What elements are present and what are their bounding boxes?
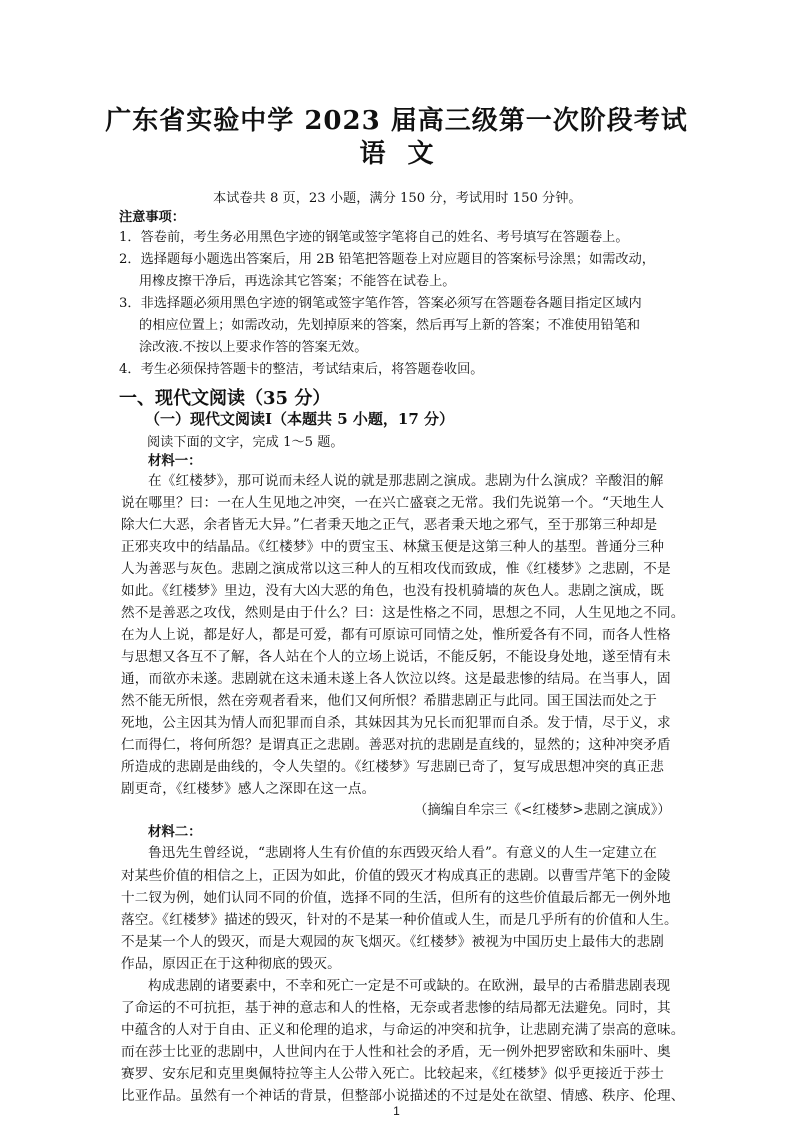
paragraph-line: 在《红楼梦》，那可说而未经人说的就是那悲剧之演成。悲剧为什么演成？辛酸泪的解 [148, 473, 664, 489]
paragraph-line: 十二钗为例，她们认同不同的价值，选择不同的生活，但所有的这些价值最后都无一例外地 [121, 890, 671, 906]
paragraph-line: 说在哪里？曰：一在人生见地之冲突，一在兴亡盛衰之无常。我们先说第一个。“天地生人 [121, 495, 665, 511]
section-heading: 一、现代文阅读（35 分） [119, 388, 331, 409]
paragraph-line: 如此。《红楼梦》里边，没有大凶大恶的角色，也没有投机骑墙的灰色人。悲剧之演成，既 [121, 583, 664, 599]
paragraph-line: 作品，原因正在于这种彻底的毁灭。 [121, 956, 341, 972]
paragraph-line: 中蕴含的人对于自由、正义和伦理的追求，与命运的冲突和抗争，让悲剧充满了崇高的意味。 [121, 1022, 685, 1038]
paragraph-line: 而在莎士比亚的悲剧中，人世间内在于人性和社会的矛盾，无一例外把罗密欧和朱丽叶、奥 [121, 1044, 671, 1060]
paragraph-line: 赛罗、安东尼和克里奥佩特拉等主人公带入死亡。比较起来，《红楼梦》似乎更接近于莎士 [121, 1066, 664, 1082]
exam-info: 本试卷共 8 页，23 小题，满分 150 分，考试用时 150 分钟。 [213, 191, 582, 206]
paragraph-line: 在为人上说，都是好人，都是可爱，都有可原谅可同情之处，惟所爱各有不同，而各人性格 [121, 627, 671, 643]
paragraph-line: 了命运的不可抗拒，基于神的意志和人的性格，无奈或者悲惨的结局都无法避免。同时，其 [121, 1000, 671, 1016]
subsection-heading: （一）现代文阅读Ⅰ（本题共 5 小题，17 分） [145, 410, 454, 428]
notes-heading: 注意事项： [119, 210, 185, 225]
subject-title: 语文 [359, 139, 456, 169]
paragraph-line: 正邪夹攻中的结晶品。《红楼梦》中的贾宝玉、林黛玉便是这第三种人的基型。普通分三种 [121, 539, 664, 555]
paragraph-line: 构成悲剧的诸要素中，不幸和死亡一定是不可或缺的。在欧洲，最早的古希腊悲剧表现 [148, 978, 671, 994]
material-one-label: 材料一： [148, 453, 202, 469]
reading-instruction: 阅读下面的文字，完成 1～5 题。 [147, 435, 344, 450]
note-line: 涂改液.不按以上要求作答的答案无效。 [139, 340, 368, 355]
paragraph-line: 通，而欲亦未遂。悲剧就在这未通未遂上各人饮泣以终。这是最悲惨的结局。在当事人，固 [121, 671, 671, 687]
material-two-label: 材料二： [148, 824, 202, 840]
note-line: 2．选择题每小题选出答案后，用 2B 铅笔把答题卷上对应题目的答案标号涂黑；如需改动， [119, 252, 655, 267]
paragraph-line: 鲁迅先生曾经说，“悲剧将人生有价值的东西毁灭给人看”。有意义的人生一定建立在 [148, 845, 657, 861]
paragraph-line: 然不是善恶之攻伐，然则是由于什么？曰：这是性格之不同，思想之不同，人生见地之不同。 [121, 605, 685, 621]
note-line: 的相应位置上；如需改动，先划掉原来的答案，然后再写上新的答案；不准使用铅笔和 [139, 318, 641, 333]
paragraph-line: 然不能无所恨，然在旁观者看来，他们又何所恨？希腊悲剧正与此同。国王国法而处之于 [121, 693, 658, 709]
note-line: 1．答卷前，考生务必用黑色字迹的钢笔或签字笔将自己的姓名、考号填写在答题卷上。 [119, 230, 629, 245]
note-line: 用橡皮擦干净后，再选涂其它答案；不能答在试卷上。 [139, 274, 456, 289]
paragraph-line: 比亚作品。虽然有一个神话的背景，但整部小说描述的不过是处在欲望、情感、秩序、伦理、 [121, 1088, 685, 1104]
paragraph-line: 仁而得仁，将何所怨？是谓真正之悲剧。善恶对抗的悲剧是直线的，显然的；这种冲突矛盾 [121, 737, 671, 753]
paragraph-line: 不是某一个人的毁灭，而是大观园的灰飞烟灭。《红楼梦》被视为中国历史上最伟大的悲剧 [121, 934, 664, 950]
note-line: 3．非选择题必须用黑色字迹的钢笔或签字笔作答，答案必须写在答题卷各题目指定区域内 [119, 296, 642, 311]
page-number: 1 [393, 1104, 400, 1118]
paragraph-line: 死地，公主因其为情人而犯罪而自杀，其妹因其为兄长而犯罪而自杀。发于情，尽于义，求 [121, 715, 671, 731]
paragraph-line: 与思想又各互不了解，各人站在个人的立场上说话，不能反躬，不能设身处地，遂至情有未 [121, 649, 671, 665]
note-line: 4．考生必须保持答题卡的整洁，考试结束后，将答题卷收回。 [119, 362, 484, 377]
paragraph-line: 所造成的悲剧是曲线的，令人失望的。《红楼梦》写悲剧已奇了，复写成思想冲突的真正悲 [121, 759, 664, 775]
material-one-attribution: （摘编自牟宗三《<红楼梦>悲剧之演成》） [414, 803, 671, 818]
paragraph-line: 对某些价值的相信之上，正因为如此，价值的毁灭才构成真正的悲剧。以曹雪芹笔下的金陵 [121, 868, 671, 884]
exam-title: 广东省实验中学 2023 届高三级第一次阶段考试 [105, 106, 688, 136]
paragraph-line: 除大仁大恶，余者皆无大异。”仁者秉天地之正气，恶者秉天地之邪气，至于那第三种却是 [121, 517, 658, 533]
paragraph-line: 人为善恶与灰色。悲剧之演成常以这三种人的互相攻伐而致成，惟《红楼梦》之悲剧，不是 [121, 561, 671, 577]
paragraph-line: 落空。《红楼梦》描述的毁灭，针对的不是某一种价值或人生，而是几乎所有的价值和人生。 [121, 912, 678, 928]
paragraph-line: 剧更奇，《红楼梦》感人之深即在这一点。 [121, 781, 376, 797]
